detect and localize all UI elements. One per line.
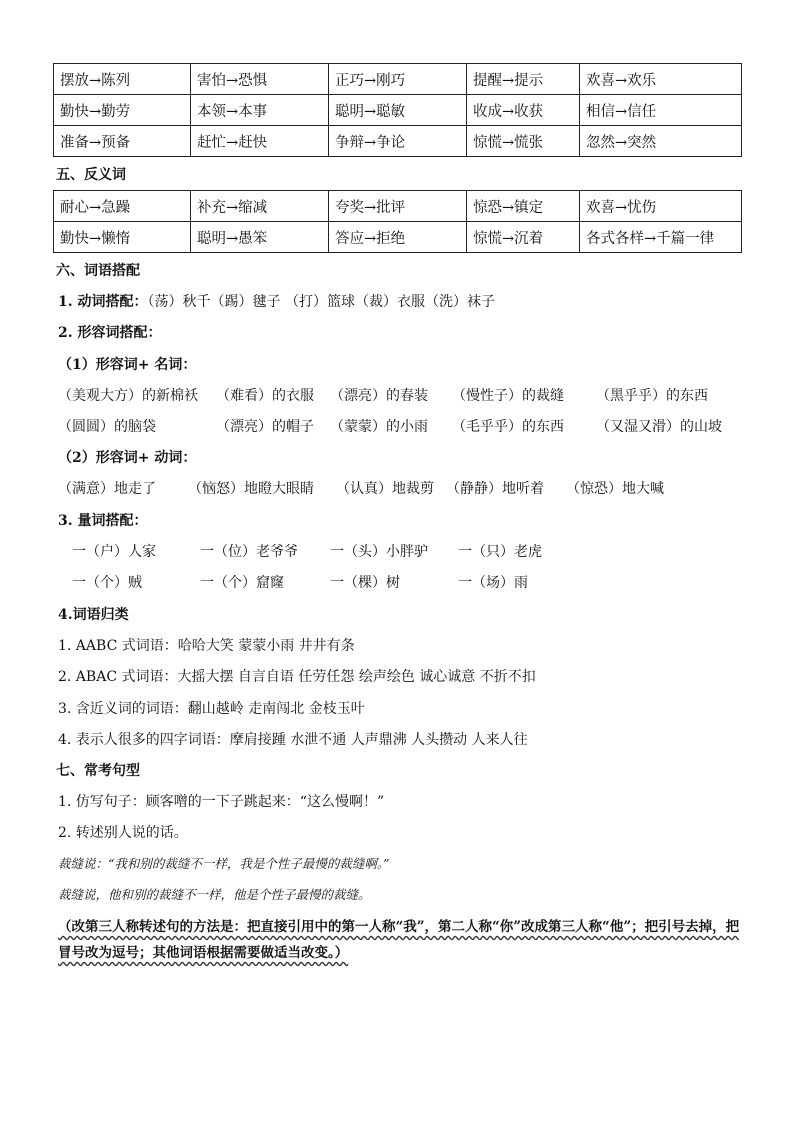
list-item: （认真）地裁剪 [336,481,434,497]
list-item: 1. 仿写句子：顾客噌的一下子跳起来：“这么慢啊！” [58,794,385,810]
list-item: 一（个）窟窿 [200,575,284,591]
list-item: 2. 转述别人说的话。 [58,825,188,841]
list-item: （漂亮）的春装 [330,388,428,404]
verb-collocation-label: 1. 动词搭配： [58,294,148,310]
table-cell: 赶忙→赶快 [191,126,329,157]
example-indirect-speech: 裁缝说，他和别的裁缝不一样，他是个性子最慢的裁缝。 [58,887,371,902]
adjective-noun-title: （1）形容词+ 名词： [58,357,197,373]
table-cell: 聪明→聪敏 [329,95,467,126]
list-item: （黑乎乎）的东西 [596,388,708,404]
list-item: （难看）的衣服 [216,388,314,404]
table-cell: 勤快→勤劳 [54,95,191,126]
list-item: 一（位）老爷爷 [200,544,298,560]
verb-collocation-text: （荡）秋千（踢）毽子 （打）篮球（裁）衣服（洗）袜子 [147,294,495,310]
table-row [54,95,742,126]
adjective-verb-title: （2）形容词+ 动词： [58,450,197,466]
list-item: （慢性子）的裁缝 [452,388,564,404]
table-row [54,191,742,222]
table-cell: 忽然→突然 [580,126,742,157]
conversion-method-note: （改第三人称转述句的方法是：把直接引用中的第一人称“我”，第二人称“你”改成第三人称“他”；把引号去掉，把冒号改为逗号；其他词语根据需要做适当改变。） [58,919,740,961]
list-item: （满意）地走了 [58,481,156,497]
table-cell: 提醒→提示 [467,64,580,95]
table-cell: 准备→预备 [54,126,191,157]
antonym-table [53,190,742,253]
list-item: （惊恐）地大喊 [566,481,664,497]
word-classification-title: 4.词语归类 [58,607,129,623]
table-cell: 相信→信任 [580,95,742,126]
table-cell: 欢喜→欢乐 [580,64,742,95]
table-cell: 补充→缩减 [191,191,329,222]
list-item: 一（头）小胖驴 [330,544,428,560]
list-item: （蒙蒙）的小雨 [330,419,428,435]
table-cell: 争辩→争论 [329,126,467,157]
list-item: 一（个）贼 [72,575,142,591]
list-item: （静静）地听着 [446,481,544,497]
list-item: 1. AABC 式词语：哈哈大笑 蒙蒙小雨 井井有条 [58,638,355,654]
section-heading-antonyms: 五、反义词 [56,167,126,183]
verb-collocation-line [58,293,495,311]
synonym-table [53,63,742,157]
list-item: 4. 表示人很多的四字词语：摩肩接踵 水泄不通 人声鼎沸 人头攒动 人来人往 [58,732,528,748]
list-item: 一（只）老虎 [458,544,542,560]
list-item: 一（棵）树 [330,575,400,591]
list-item: 一（户）人家 [72,544,156,560]
list-item: （毛乎乎）的东西 [452,419,564,435]
list-item: 3. 含近义词的词语：翻山越岭 走南闯北 金枝玉叶 [58,701,365,717]
table-cell: 正巧→刚巧 [329,64,467,95]
table-row [54,222,742,253]
table-cell: 惊恐→镇定 [467,191,580,222]
list-item: （圆圆）的脑袋 [58,419,156,435]
table-cell: 害怕→恐惧 [191,64,329,95]
table-cell: 夸奖→批评 [329,191,467,222]
section-heading-sentence: 七、常考句型 [56,763,140,779]
table-row [54,126,742,157]
adjective-collocation-title: 2. 形容词搭配： [58,325,162,341]
table-cell: 各式各样→千篇一律 [580,222,742,253]
measure-word-title: 3. 量词搭配： [58,513,148,529]
example-direct-speech: 裁缝说：“我和别的裁缝不一样，我是个性子最慢的裁缝啊。” [58,856,390,871]
list-item: （又湿又滑）的山坡 [596,419,722,435]
list-item: 2. ABAC 式词语：大摇大摆 自言自语 任劳任怨 绘声绘色 诚心诚意 不折不扣 [58,669,536,685]
list-item: （恼怒）地瞪大眼睛 [188,481,314,497]
table-cell: 本领→本事 [191,95,329,126]
table-row [54,64,742,95]
table-cell: 摆放→陈列 [54,64,191,95]
table-cell: 勤快→懒惰 [54,222,191,253]
table-cell: 聪明→愚笨 [191,222,329,253]
list-item: （漂亮）的帽子 [216,419,314,435]
table-cell: 答应→拒绝 [329,222,467,253]
table-cell: 惊慌→慌张 [467,126,580,157]
table-cell: 欢喜→忧伤 [580,191,742,222]
table-cell: 惊慌→沉着 [467,222,580,253]
list-item: 一（场）雨 [458,575,528,591]
section-heading-collocation: 六、词语搭配 [56,263,140,279]
table-cell: 收成→收获 [467,95,580,126]
table-cell: 耐心→急躁 [54,191,191,222]
list-item: （美观大方）的新棉袄 [58,388,198,404]
